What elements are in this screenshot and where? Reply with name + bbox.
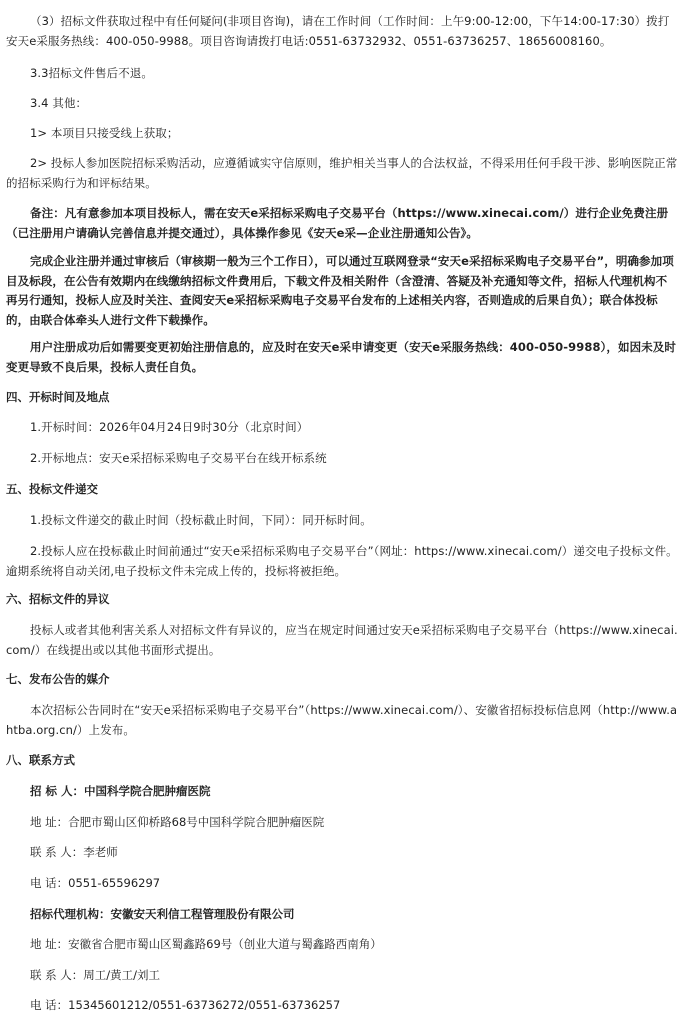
tenderer-name: 招 标 人：中国科学院合肥肿瘤医院 [30, 784, 211, 798]
opening-time: 1.开标时间：2026年04月24日9时30分（北京时间） [30, 420, 309, 434]
inquiry-paragraph: （3）招标文件获取过程中有任何疑问(非项目咨询)，请在工作时间（工作时间：上午9:00-12:00，下午14:00-17:30）拨打安天e采服务热线：400-050-9988。项目咨询请拨打电话:0551-63732932、0551-63736257、18656008160。 [6, 14, 670, 48]
tenderer-contact: 联 系 人：李老师 [30, 845, 118, 859]
media-text: 本次招标公告同时在“安天e采招标采购电子交易平台”（https://www.xinecai.com/）、安徽省招标投标信息网（http://www.ahtba.org.cn/）上发布。 [6, 703, 678, 737]
download-note: 完成企业注册并通过审核后（审核期一般为三个工作日），可以通过互联网登录“安天e采招标采购电子交易平台”，明确参加项目及标段，在公告有效期内在线缴纳招标文件费用后，下载文件及相关附件（含澄清、答疑及补充通知等文件，招标人代理机构不再另行通知，投标人应及时关注、查阅安天e采招标采购电子交易平台发布的上述相关内容，否则造成的后果自负）；联合体投标的，由联合体牵头人进行文件下载操作。 [6, 254, 674, 327]
section-4-heading: 四、开标时间及地点 [6, 390, 110, 404]
registration-note: 备注：凡有意参加本项目投标人，需在安天e采招标采购电子交易平台（https://www.xinecai.com/）进行企业免费注册（已注册用户请确认完善信息并提交通过），具体操作参见《安天e采—企业注册通知公告》。 [6, 206, 669, 240]
opening-place: 2.开标地点：安天e采招标采购电子交易平台在线开标系统 [30, 451, 327, 465]
section-6-heading: 六、招标文件的异议 [6, 592, 110, 606]
tenderer-phone: 电 话：0551-65596297 [30, 876, 161, 890]
other-heading: 3.4 其他： [30, 96, 88, 110]
tenderer-address: 地 址：合肥市蜀山区仰桥路68号中国科学院合肥肿瘤医院 [30, 815, 325, 829]
agent-contact: 联 系 人：周工/黄工/刘工 [30, 968, 161, 982]
submission-method: 2.投标人应在投标截止时间前通过“安天e采招标采购电子交易平台”（网址：https://www.xinecai.com/）递交电子投标文件。逾期系统将自动关闭,电子投标文件未完成上传的，投标将被拒绝。 [6, 544, 678, 578]
no-refund-paragraph: 3.3招标文件售后不退。 [30, 66, 153, 80]
objection-text: 投标人或者其他利害关系人对招标文件有异议的，应当在规定时间通过安天e采招标采购电子交易平台（https://www.xinecai.com/）在线提出或以其他书面形式提出。 [6, 623, 678, 657]
agent-phone: 电 话：15345601212/0551-63736272/0551-63736257 [30, 998, 341, 1012]
change-note: 用户注册成功后如需要变更初始注册信息的，应及时在安天e采申请变更（安天e采服务热线：400-050-9988），如因未及时变更导致不良后果，投标人责任自负。 [6, 340, 677, 374]
section-5-heading: 五、投标文件递交 [6, 482, 98, 496]
agent-name: 招标代理机构：安徽安天利信工程管理股份有限公司 [30, 907, 295, 921]
section-7-heading: 七、发布公告的媒介 [6, 672, 110, 686]
agent-address: 地 址：安徽省合肥市蜀山区蜀鑫路69号（创业大道与蜀鑫路西南角） [30, 937, 382, 951]
section-8-heading: 八、联系方式 [6, 753, 75, 767]
other-item-1: 1> 本项目只接受线上获取； [30, 126, 179, 140]
submission-deadline: 1.投标文件递交的截止时间（投标截止时间，下同）：同开标时间。 [30, 513, 372, 527]
other-item-2: 2> 投标人参加医院招标采购活动，应遵循诚实守信原则，维护相关当事人的合法权益，不得采用任何手段干涉、影响医院正常的招标采购行为和评标结果。 [6, 156, 678, 190]
